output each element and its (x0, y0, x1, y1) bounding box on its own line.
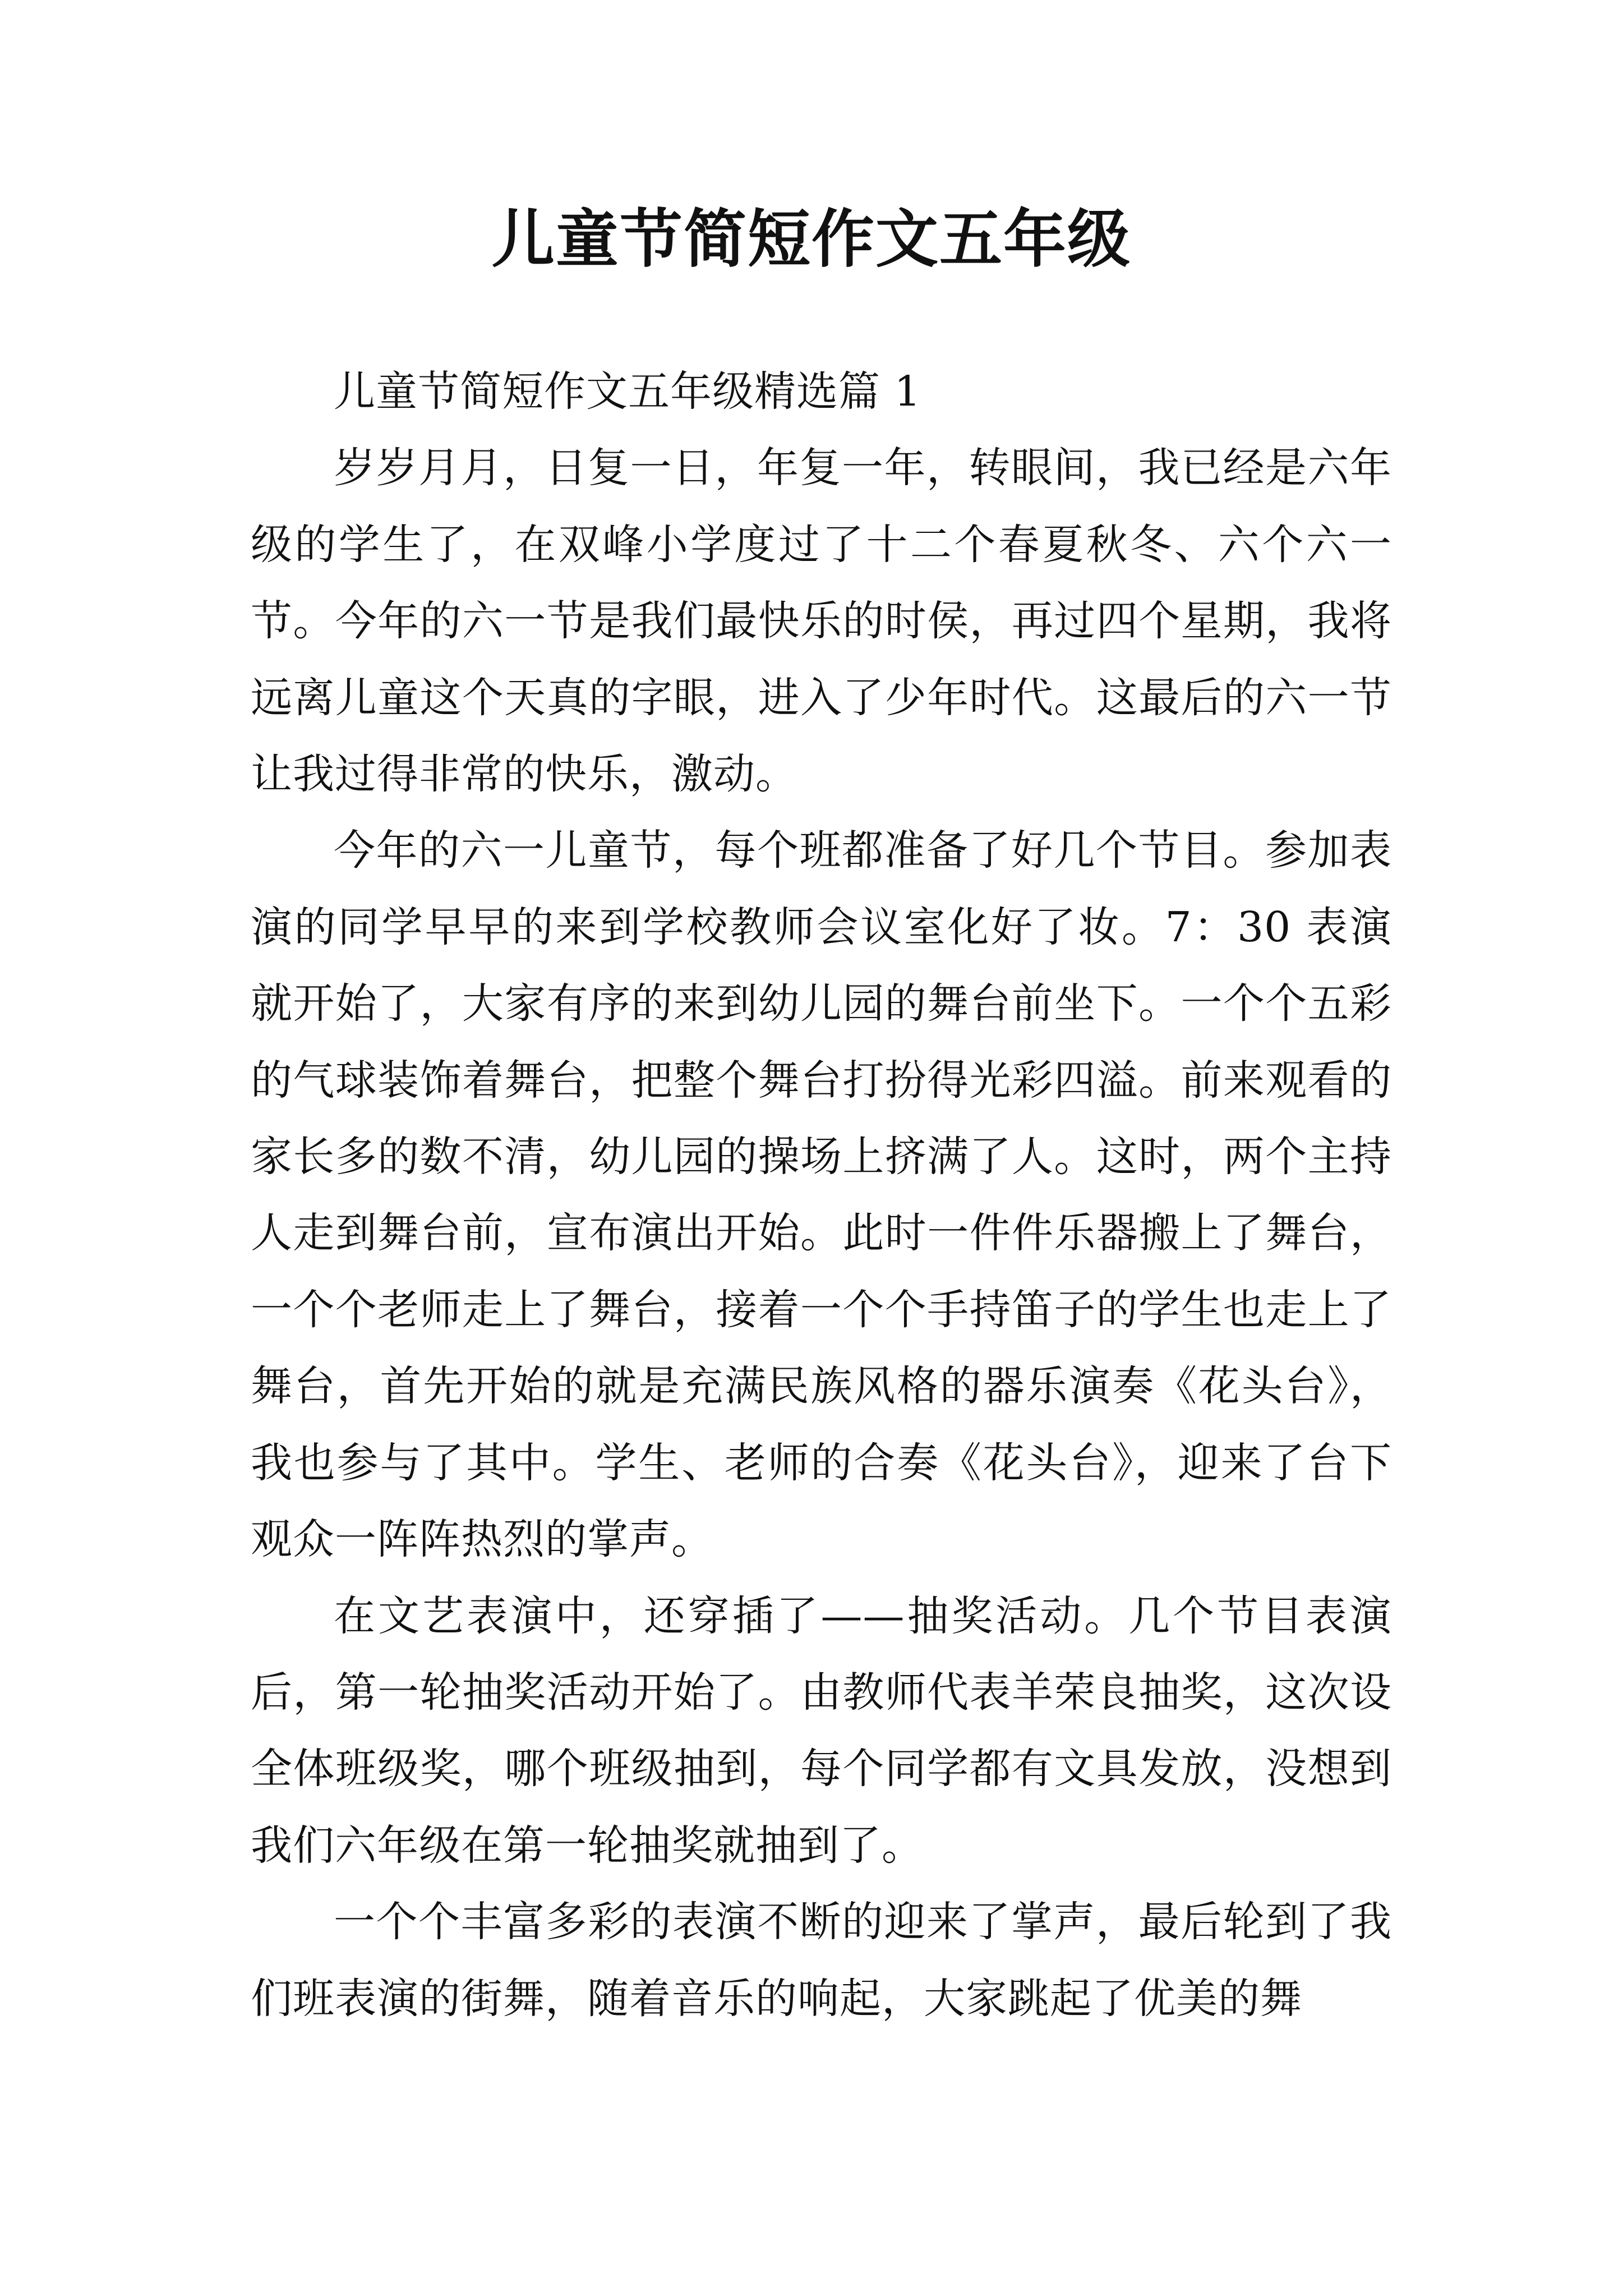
paragraph: 今年的六一儿童节，每个班都准备了好几个节目。参加表演的同学早早的来到学校教师会议室化好了妆。7：30 表演就开始了，大家有序的来到幼儿园的舞台前坐下。一个个五彩的气球装饰着舞台，把整个舞台打扮得光彩四溢。前来观看的家长多的数不清，幼儿园的操场上挤满了人。这时，两个主持人走到舞台前，宣布演出开始。此时一件件乐器搬上了舞台，一个个老师走上了舞台，接着一个个手持笛子的学生也走上了舞台，首先开始的就是充满民族风格的器乐演奏《花头台》，我也参与了其中。学生、老师的合奏《花头台》，迎来了台下观众一阵阵热烈的掌声。 (251, 826, 1392, 1564)
paragraph: 在文艺表演中，还穿插了——抽奖活动。几个节目表演后，第一轮抽奖活动开始了。由教师代表羊荣良抽奖，这次设全体班级奖，哪个班级抽到，每个同学都有文具发放，没想到我们六年级在第一轮抽奖就抽到了。 (251, 1591, 1392, 1870)
document-body (251, 353, 1392, 2037)
paragraph: 一个个丰富多彩的表演不断的迎来了掌声，最后轮到了我们班表演的街舞，随着音乐的响起，大家跳起了优美的舞 (251, 1898, 1392, 2023)
section-heading: 儿童节简短作文五年级精选篇 1 (334, 367, 921, 416)
document-title: 儿童节简短作文五年级 (492, 203, 1131, 276)
paragraph: 岁岁月月，日复一日，年复一年，转眼间，我已经是六年级的学生了，在双峰小学度过了十二个春夏秋冬、六个六一节。今年的六一节是我们最快乐的时侯，再过四个星期，我将远离儿童这个天真的字眼，进入了少年时代。这最后的六一节让我过得非常的快乐，激动。 (251, 444, 1392, 799)
